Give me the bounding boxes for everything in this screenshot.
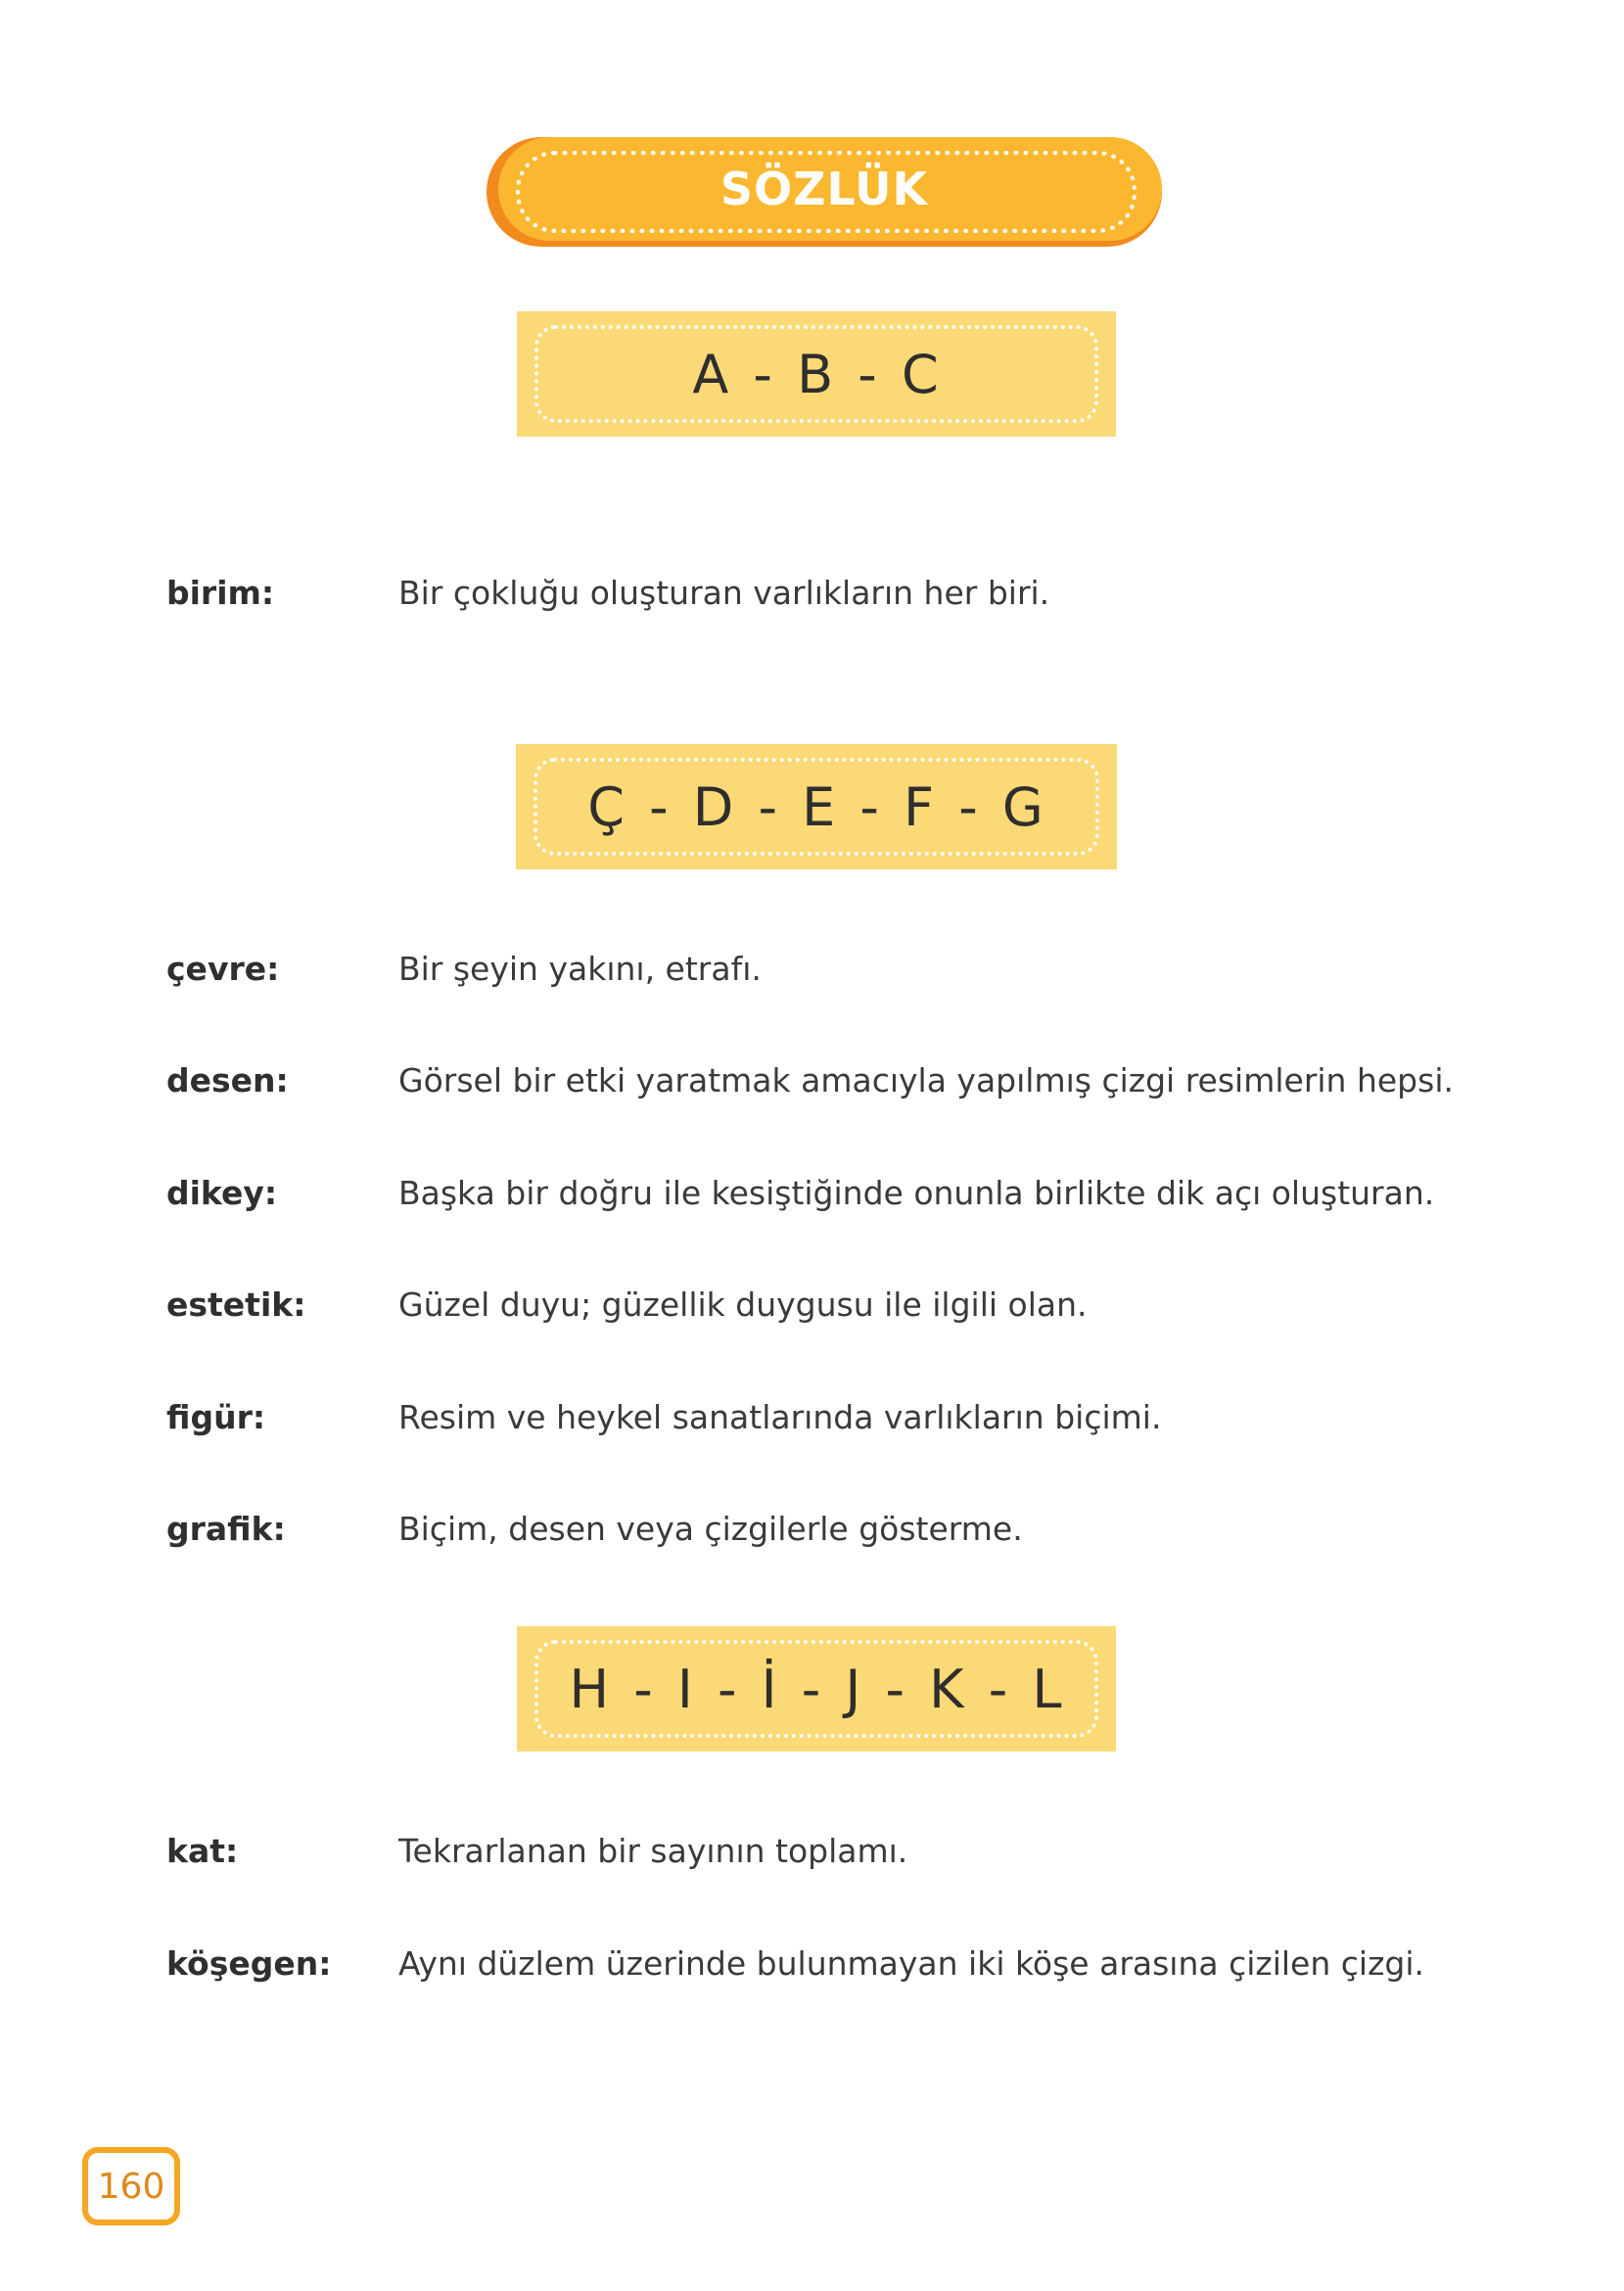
definition-figur: Resim ve heykel sanatlarında varlıkların biçimi. [398, 1398, 1162, 1436]
definition-estetik: Güzel duyu; güzellik duygusu ile ilgili olan. [398, 1286, 1088, 1324]
definition-kat: Tekrarlanan bir sayının toplamı. [398, 1832, 908, 1870]
letter-header-label: H - I - İ - J - K - L [569, 1658, 1064, 1720]
term-estetik: estetik: [166, 1286, 306, 1324]
definition-kosegen: Aynı düzlem üzerinde bulunmayan iki köşe arasına çizilen çizgi. [398, 1944, 1425, 1983]
definition-birim: Bir çokluğu oluşturan varlıkların her biri. [398, 574, 1050, 612]
definition-desen: Görsel bir etki yaratmak amacıyla yapılmış çizgi resimlerin hepsi. [398, 1061, 1454, 1099]
letter-header-label: A - B - C [692, 343, 941, 405]
page-number: 160 [82, 2147, 180, 2225]
definition-cevre: Bir şeyin yakını, etrafı. [398, 950, 762, 988]
term-cevre: çevre: [166, 950, 280, 988]
letter-header-a-c [517, 311, 1116, 437]
term-grafik: grafik: [166, 1510, 286, 1548]
title-banner [487, 137, 1162, 247]
term-kat: kat: [166, 1832, 239, 1870]
term-desen: desen: [166, 1061, 289, 1099]
term-dikey: dikey: [166, 1174, 278, 1212]
definition-grafik: Biçim, desen veya çizgilerle gösterme. [398, 1510, 1023, 1548]
letter-header-h-l [517, 1626, 1116, 1752]
term-kosegen: köşegen: [166, 1944, 332, 1983]
term-birim: birim: [166, 574, 275, 612]
page-title: SÖZLÜK [719, 163, 929, 215]
letter-header-c-g [516, 744, 1117, 869]
definition-dikey: Başka bir doğru ile kesiştiğinde onunla birlikte dik açı oluşturan. [398, 1174, 1435, 1212]
letter-header-label: Ç - D - E - F - G [587, 775, 1045, 838]
term-figur: figür: [166, 1398, 266, 1436]
